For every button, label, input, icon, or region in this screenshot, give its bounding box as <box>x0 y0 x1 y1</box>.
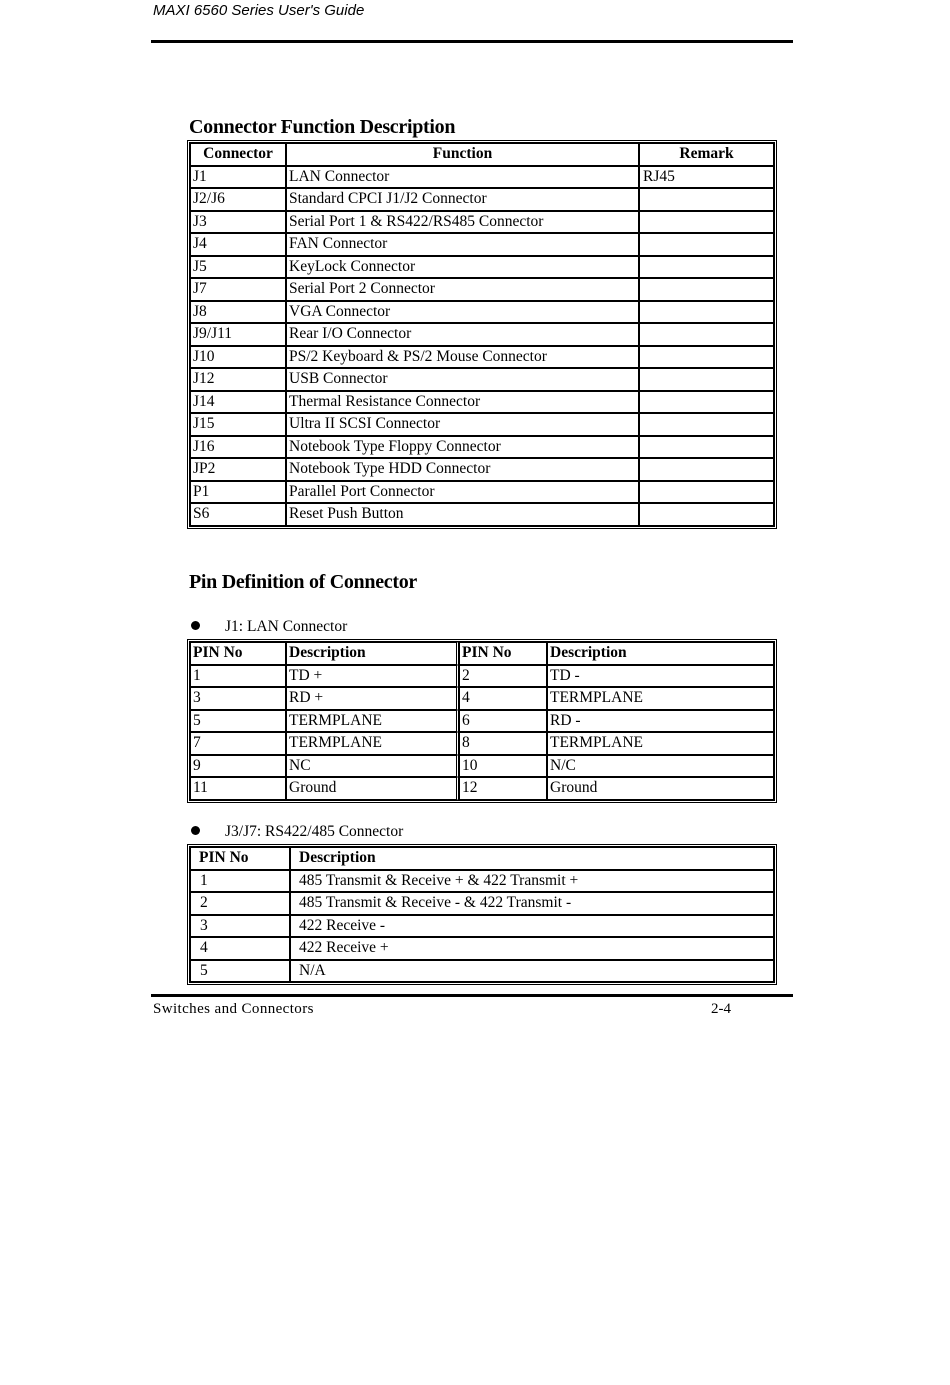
footer-page-number: 2-4 <box>711 1001 731 1017</box>
table-cell: 2 <box>190 892 290 915</box>
bullet-icon <box>191 621 200 630</box>
table-row <box>190 458 774 481</box>
table-cell: 5 <box>190 710 286 733</box>
table-cell: RJ45 <box>639 166 774 189</box>
table-row <box>190 710 774 733</box>
table-row <box>190 436 774 459</box>
table-row <box>190 413 774 436</box>
table-cell: J16 <box>190 436 286 459</box>
section-title-pin-definition: Pin Definition of Connector <box>189 571 417 593</box>
table-row <box>190 391 774 414</box>
table-cell: S6 <box>190 503 286 526</box>
table-cell: RD + <box>286 687 459 710</box>
table-cell: Serial Port 2 Connector <box>286 278 639 301</box>
table-row <box>190 346 774 369</box>
table-cell: 4 <box>190 937 290 960</box>
table-row <box>190 481 774 504</box>
column-header: Remark <box>639 143 774 166</box>
table-cell: J4 <box>190 233 286 256</box>
table-cell: 8 <box>459 732 547 755</box>
table-row <box>190 937 774 960</box>
table-cell: JP2 <box>190 458 286 481</box>
table-row <box>190 960 774 983</box>
table-cell <box>639 323 774 346</box>
table-cell: 7 <box>190 732 286 755</box>
table-cell: Reset Push Button <box>286 503 639 526</box>
lan-pin-table <box>187 639 777 803</box>
table-cell <box>639 368 774 391</box>
table-cell: 3 <box>190 687 286 710</box>
table-cell: 10 <box>459 755 547 778</box>
table-cell: Ground <box>286 777 459 800</box>
table-row <box>190 687 774 710</box>
lan-connector-label-line <box>191 618 347 636</box>
table-cell: 2 <box>459 665 547 688</box>
table-cell: Thermal Resistance Connector <box>286 391 639 414</box>
table-cell: KeyLock Connector <box>286 256 639 279</box>
table-cell: J14 <box>190 391 286 414</box>
rs-connector-label-line <box>191 823 403 841</box>
table-cell: 12 <box>459 777 547 800</box>
table-cell <box>639 503 774 526</box>
table-cell: J10 <box>190 346 286 369</box>
table-cell: 422 Receive + <box>290 937 774 960</box>
table-row <box>190 301 774 324</box>
table-cell: 5 <box>190 960 290 983</box>
table-cell: LAN Connector <box>286 166 639 189</box>
column-header: Function <box>286 143 639 166</box>
table-cell: N/C <box>547 755 774 778</box>
header-rule <box>151 40 793 43</box>
column-header: Description <box>290 847 774 870</box>
table-cell <box>639 233 774 256</box>
table-cell: USB Connector <box>286 368 639 391</box>
table-cell: Ground <box>547 777 774 800</box>
column-header: PIN No <box>459 642 547 665</box>
bullet-icon <box>191 826 200 835</box>
rs-pin-table <box>187 844 777 985</box>
table-row <box>190 665 774 688</box>
table-cell <box>639 458 774 481</box>
table-cell: Parallel Port Connector <box>286 481 639 504</box>
table-row <box>190 915 774 938</box>
table-row <box>190 755 774 778</box>
table-cell: 4 <box>459 687 547 710</box>
table-cell: J8 <box>190 301 286 324</box>
table-cell <box>639 188 774 211</box>
rs-connector-label: J3/J7: RS422/485 Connector <box>225 823 404 840</box>
table-cell: 1 <box>190 665 286 688</box>
table-cell: 1 <box>190 870 290 893</box>
table-row <box>190 503 774 526</box>
section-title-connector-function: Connector Function Description <box>189 116 456 138</box>
table-cell: 9 <box>190 755 286 778</box>
column-header: Description <box>547 642 774 665</box>
table-cell: 485 Transmit & Receive - & 422 Transmit - <box>290 892 774 915</box>
table-header-row <box>190 143 774 166</box>
table-cell <box>639 256 774 279</box>
table-row <box>190 278 774 301</box>
table-cell: PS/2 Keyboard & PS/2 Mouse Connector <box>286 346 639 369</box>
table-cell: J12 <box>190 368 286 391</box>
table-cell: TERMPLANE <box>286 710 459 733</box>
table-cell: Standard CPCI J1/J2 Connector <box>286 188 639 211</box>
column-header: Connector <box>190 143 286 166</box>
table-cell: TD - <box>547 665 774 688</box>
table-cell: TERMPLANE <box>286 732 459 755</box>
column-header: PIN No <box>190 847 290 870</box>
table-header-row <box>190 847 774 870</box>
table-cell <box>639 346 774 369</box>
table-row <box>190 323 774 346</box>
table-cell: TERMPLANE <box>547 687 774 710</box>
table-cell: 485 Transmit & Receive + & 422 Transmit + <box>290 870 774 893</box>
table-cell: VGA Connector <box>286 301 639 324</box>
table-cell: Serial Port 1 & RS422/RS485 Connector <box>286 211 639 234</box>
table-cell <box>639 211 774 234</box>
table-row <box>190 166 774 189</box>
table-cell: J7 <box>190 278 286 301</box>
table-cell <box>639 436 774 459</box>
table-cell: TERMPLANE <box>547 732 774 755</box>
table-row <box>190 870 774 893</box>
table-row <box>190 256 774 279</box>
table-cell <box>639 481 774 504</box>
lan-connector-label: J1: LAN Connector <box>225 618 348 635</box>
table-cell: Rear I/O Connector <box>286 323 639 346</box>
table-cell: J2/J6 <box>190 188 286 211</box>
table-row <box>190 211 774 234</box>
table-cell: 11 <box>190 777 286 800</box>
table-cell <box>639 413 774 436</box>
table-cell: J5 <box>190 256 286 279</box>
table-cell: J9/J11 <box>190 323 286 346</box>
column-header: PIN No <box>190 642 286 665</box>
table-row <box>190 732 774 755</box>
table-cell: NC <box>286 755 459 778</box>
table-cell <box>639 391 774 414</box>
table-cell: Notebook Type HDD Connector <box>286 458 639 481</box>
table-row <box>190 368 774 391</box>
table-cell: TD + <box>286 665 459 688</box>
table-cell: J15 <box>190 413 286 436</box>
table-header-row <box>190 642 774 665</box>
table-cell: RD - <box>547 710 774 733</box>
table-cell: P1 <box>190 481 286 504</box>
running-header: MAXI 6560 Series User's Guide <box>153 2 365 19</box>
footer-chapter: Switches and Connectors <box>153 1001 314 1017</box>
table-cell: J3 <box>190 211 286 234</box>
table-row <box>190 892 774 915</box>
table-cell <box>639 301 774 324</box>
table-cell: Ultra II SCSI Connector <box>286 413 639 436</box>
table-row <box>190 233 774 256</box>
table-cell: 6 <box>459 710 547 733</box>
table-cell <box>639 278 774 301</box>
column-header: Description <box>286 642 459 665</box>
table-row <box>190 777 774 800</box>
table-cell: 3 <box>190 915 290 938</box>
footer-rule <box>151 994 793 997</box>
connector-function-table <box>187 140 777 529</box>
table-cell: FAN Connector <box>286 233 639 256</box>
table-cell: Notebook Type Floppy Connector <box>286 436 639 459</box>
table-cell: N/A <box>290 960 774 983</box>
table-cell: J1 <box>190 166 286 189</box>
table-row <box>190 188 774 211</box>
table-cell: 422 Receive - <box>290 915 774 938</box>
